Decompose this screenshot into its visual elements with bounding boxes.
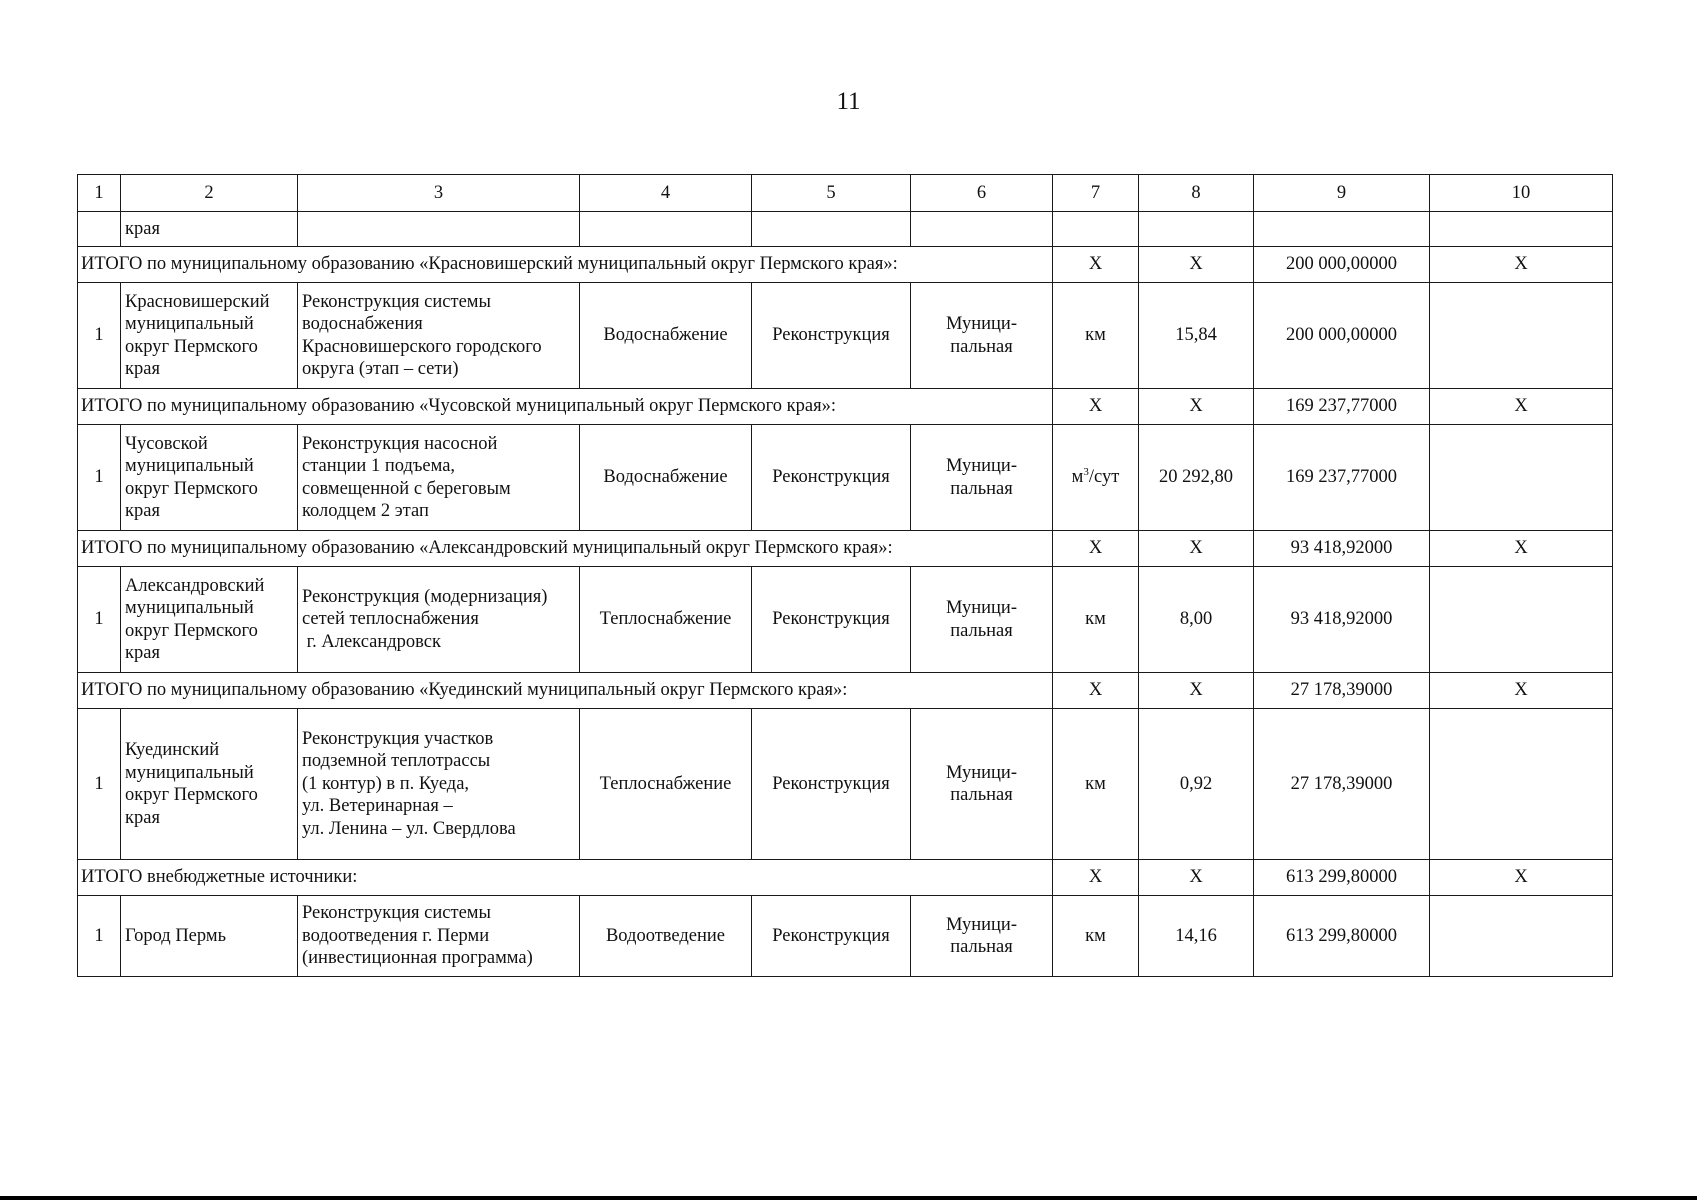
total-cell: X — [1430, 531, 1613, 567]
total-row — [78, 860, 1613, 896]
total-row — [78, 389, 1613, 425]
row-number: 1 — [78, 709, 121, 860]
cell-line: округ Пермского — [125, 336, 258, 357]
ownership-cell — [911, 283, 1053, 389]
total-row — [78, 531, 1613, 567]
table-cell — [1430, 567, 1613, 673]
total-amount: 613 299,80000 — [1254, 860, 1430, 896]
column-header: 3 — [298, 175, 580, 212]
unit-main: м — [1071, 467, 1084, 488]
table-cell — [298, 212, 580, 247]
table-cell — [752, 212, 911, 247]
cell-line: станции 1 подъема, — [302, 456, 456, 476]
row-number: 1 — [78, 425, 121, 531]
row-number: 1 — [78, 283, 121, 389]
cell-line: Красновишерский — [125, 291, 270, 312]
work-type-cell: Реконструкция — [752, 896, 911, 977]
row-number: 1 — [78, 567, 121, 673]
work-type-cell: Реконструкция — [752, 283, 911, 389]
cell-line: г. Александровск — [302, 631, 441, 652]
unit-cell: км — [1053, 283, 1139, 389]
page-number: 11 — [836, 88, 861, 115]
sector-cell: Водоснабжение — [580, 425, 752, 531]
table-row — [78, 567, 1613, 673]
cell-line: округ Пермского — [125, 620, 258, 641]
amount-cell: 613 299,80000 — [1254, 896, 1430, 977]
table-cell — [1430, 425, 1613, 531]
column-header: 9 — [1254, 175, 1430, 212]
municipality-cell — [121, 283, 298, 389]
municipality-cell — [121, 567, 298, 673]
quantity-cell: 20 292,80 — [1139, 425, 1254, 531]
cell-line: подземной теплотрассы — [302, 751, 491, 772]
total-cell: X — [1430, 673, 1613, 709]
cell-line: совмещенной с береговым — [302, 478, 511, 499]
unit-cell — [1053, 425, 1139, 531]
scan-edge-line — [0, 1196, 1697, 1200]
column-header: 2 — [121, 175, 298, 212]
total-amount: 93 418,92000 — [1254, 531, 1430, 567]
cell-line: водоснабжения — [302, 314, 423, 334]
column-header: 4 — [580, 175, 752, 212]
quantity-cell: 0,92 — [1139, 709, 1254, 860]
cell-line: Реконструкция участков — [302, 728, 494, 749]
cell-line: Реконструкция насосной — [302, 433, 498, 454]
column-header: 6 — [911, 175, 1053, 212]
total-label: ИТОГО внебюджетные источники: — [78, 860, 1053, 896]
total-amount: 200 000,00000 — [1254, 247, 1430, 283]
total-amount: 169 237,77000 — [1254, 389, 1430, 425]
projects-table — [77, 174, 1613, 977]
table-cell — [1430, 212, 1613, 247]
total-cell: X — [1139, 531, 1254, 567]
column-header: 5 — [752, 175, 911, 212]
cell-line: округ Пермского — [125, 478, 258, 499]
cell-line: Город Пермь — [125, 925, 227, 946]
total-amount: 27 178,39000 — [1254, 673, 1430, 709]
table-cell — [1430, 283, 1613, 389]
sector-cell: Водоотведение — [580, 896, 752, 977]
total-cell: X — [1053, 531, 1139, 567]
continuation-row — [78, 212, 1613, 247]
municipality-cell — [121, 709, 298, 860]
total-cell: X — [1053, 247, 1139, 283]
table-row — [78, 425, 1613, 531]
total-cell: X — [1430, 860, 1613, 896]
cell-line: (1 контур) в п. Куеда, — [302, 773, 470, 794]
project-cell — [298, 896, 580, 977]
total-label: ИТОГО по муниципальному образованию «Красновишерский муниципальный округ Пермского края»: — [78, 247, 1053, 283]
table-cell — [1430, 709, 1613, 860]
cell-line: (инвестиционная программа) — [302, 948, 533, 969]
cell-line: Муници- — [945, 456, 1017, 476]
table-cell — [1430, 896, 1613, 977]
project-cell — [298, 567, 580, 673]
work-type-cell: Реконструкция — [752, 567, 911, 673]
project-cell — [298, 283, 580, 389]
total-row — [78, 673, 1613, 709]
table-cell — [78, 212, 121, 247]
unit-superscript: 3 — [1083, 466, 1089, 479]
amount-cell: 200 000,00000 — [1254, 283, 1430, 389]
table-header-row — [78, 175, 1613, 212]
column-header: 7 — [1053, 175, 1139, 212]
table-row — [78, 896, 1613, 977]
municipality-cell — [121, 896, 298, 977]
cell-line: водоотведения г. Перми — [302, 925, 490, 946]
cell-line: Красновишерского городского — [302, 336, 542, 357]
total-cell: X — [1053, 673, 1139, 709]
quantity-cell: 15,84 — [1139, 283, 1254, 389]
cell-line: пальная — [950, 336, 1013, 357]
unit-cell: км — [1053, 709, 1139, 860]
cell-line: Куединский — [125, 740, 220, 760]
ownership-cell — [911, 896, 1053, 977]
cell-line: ул. Ленина – ул. Свердлова — [302, 818, 516, 839]
project-cell — [298, 425, 580, 531]
table-cell — [911, 212, 1053, 247]
cell-line: ул. Ветеринарная – — [302, 796, 453, 817]
table-cell: края — [121, 212, 298, 247]
total-cell: X — [1139, 860, 1254, 896]
total-cell: X — [1139, 247, 1254, 283]
work-type-cell: Реконструкция — [752, 709, 911, 860]
cell-line: округа (этап – сети) — [302, 359, 459, 379]
ownership-cell — [911, 567, 1053, 673]
cell-line: края — [125, 501, 160, 521]
ownership-cell — [911, 425, 1053, 531]
table-cell — [1053, 212, 1139, 247]
cell-line: Реконструкция системы — [302, 291, 491, 312]
sector-cell: Водоснабжение — [580, 283, 752, 389]
cell-line: округ Пермского — [125, 785, 258, 805]
amount-cell: 169 237,77000 — [1254, 425, 1430, 531]
work-type-cell: Реконструкция — [752, 425, 911, 531]
table-cell — [1254, 212, 1430, 247]
total-cell: X — [1139, 389, 1254, 425]
table-cell — [580, 212, 752, 247]
amount-cell: 27 178,39000 — [1254, 709, 1430, 860]
municipality-cell — [121, 425, 298, 531]
row-number: 1 — [78, 896, 121, 977]
total-cell: X — [1430, 389, 1613, 425]
cell-line: Реконструкция системы — [302, 903, 491, 924]
cell-line: пальная — [950, 620, 1013, 641]
cell-line: Муници- — [945, 762, 1017, 783]
cell-line: края — [125, 359, 160, 379]
total-cell: X — [1053, 860, 1139, 896]
cell-line: Реконструкция (модернизация) — [302, 586, 548, 607]
column-header: 1 — [78, 175, 121, 212]
cell-line: Муници- — [945, 914, 1017, 935]
cell-line: муниципальный — [125, 762, 254, 783]
column-header: 8 — [1139, 175, 1254, 212]
ownership-cell — [911, 709, 1053, 860]
cell-line: Чусовской — [125, 433, 208, 454]
cell-line: пальная — [950, 785, 1013, 805]
cell-line: муниципальный — [125, 456, 254, 476]
column-header: 10 — [1430, 175, 1613, 212]
amount-cell: 93 418,92000 — [1254, 567, 1430, 673]
total-label: ИТОГО по муниципальному образованию «Куединский муниципальный округ Пермского края»: — [78, 673, 1053, 709]
cell-line: Александровский — [125, 575, 265, 596]
unit-cell: км — [1053, 896, 1139, 977]
total-cell: X — [1139, 673, 1254, 709]
cell-line: Муници- — [945, 314, 1017, 334]
cell-line: муниципальный — [125, 314, 254, 334]
cell-line: Муници- — [945, 598, 1017, 618]
cell-line: сетей теплоснабжения — [302, 609, 479, 630]
unit-cell: км — [1053, 567, 1139, 673]
quantity-cell: 14,16 — [1139, 896, 1254, 977]
table-cell — [1139, 212, 1254, 247]
total-label: ИТОГО по муниципальному образованию «Чусовской муниципальный округ Пермского края»: — [78, 389, 1053, 425]
cell-line: колодцем 2 этап — [302, 501, 429, 521]
sector-cell: Теплоснабжение — [580, 709, 752, 860]
total-row — [78, 247, 1613, 283]
total-label: ИТОГО по муниципальному образованию «Александровский муниципальный округ Пермского края»: — [78, 531, 1053, 567]
cell-line: пальная — [950, 937, 1013, 957]
unit-tail: /сут — [1088, 467, 1120, 488]
table-row — [78, 709, 1613, 860]
total-cell: X — [1053, 389, 1139, 425]
cell-line: края — [125, 643, 160, 663]
sector-cell: Теплоснабжение — [580, 567, 752, 673]
project-cell — [298, 709, 580, 860]
table-row — [78, 283, 1613, 389]
cell-line: края — [125, 807, 160, 828]
quantity-cell: 8,00 — [1139, 567, 1254, 673]
cell-line: муниципальный — [125, 598, 254, 618]
total-cell: X — [1430, 247, 1613, 283]
cell-line: пальная — [950, 478, 1013, 499]
